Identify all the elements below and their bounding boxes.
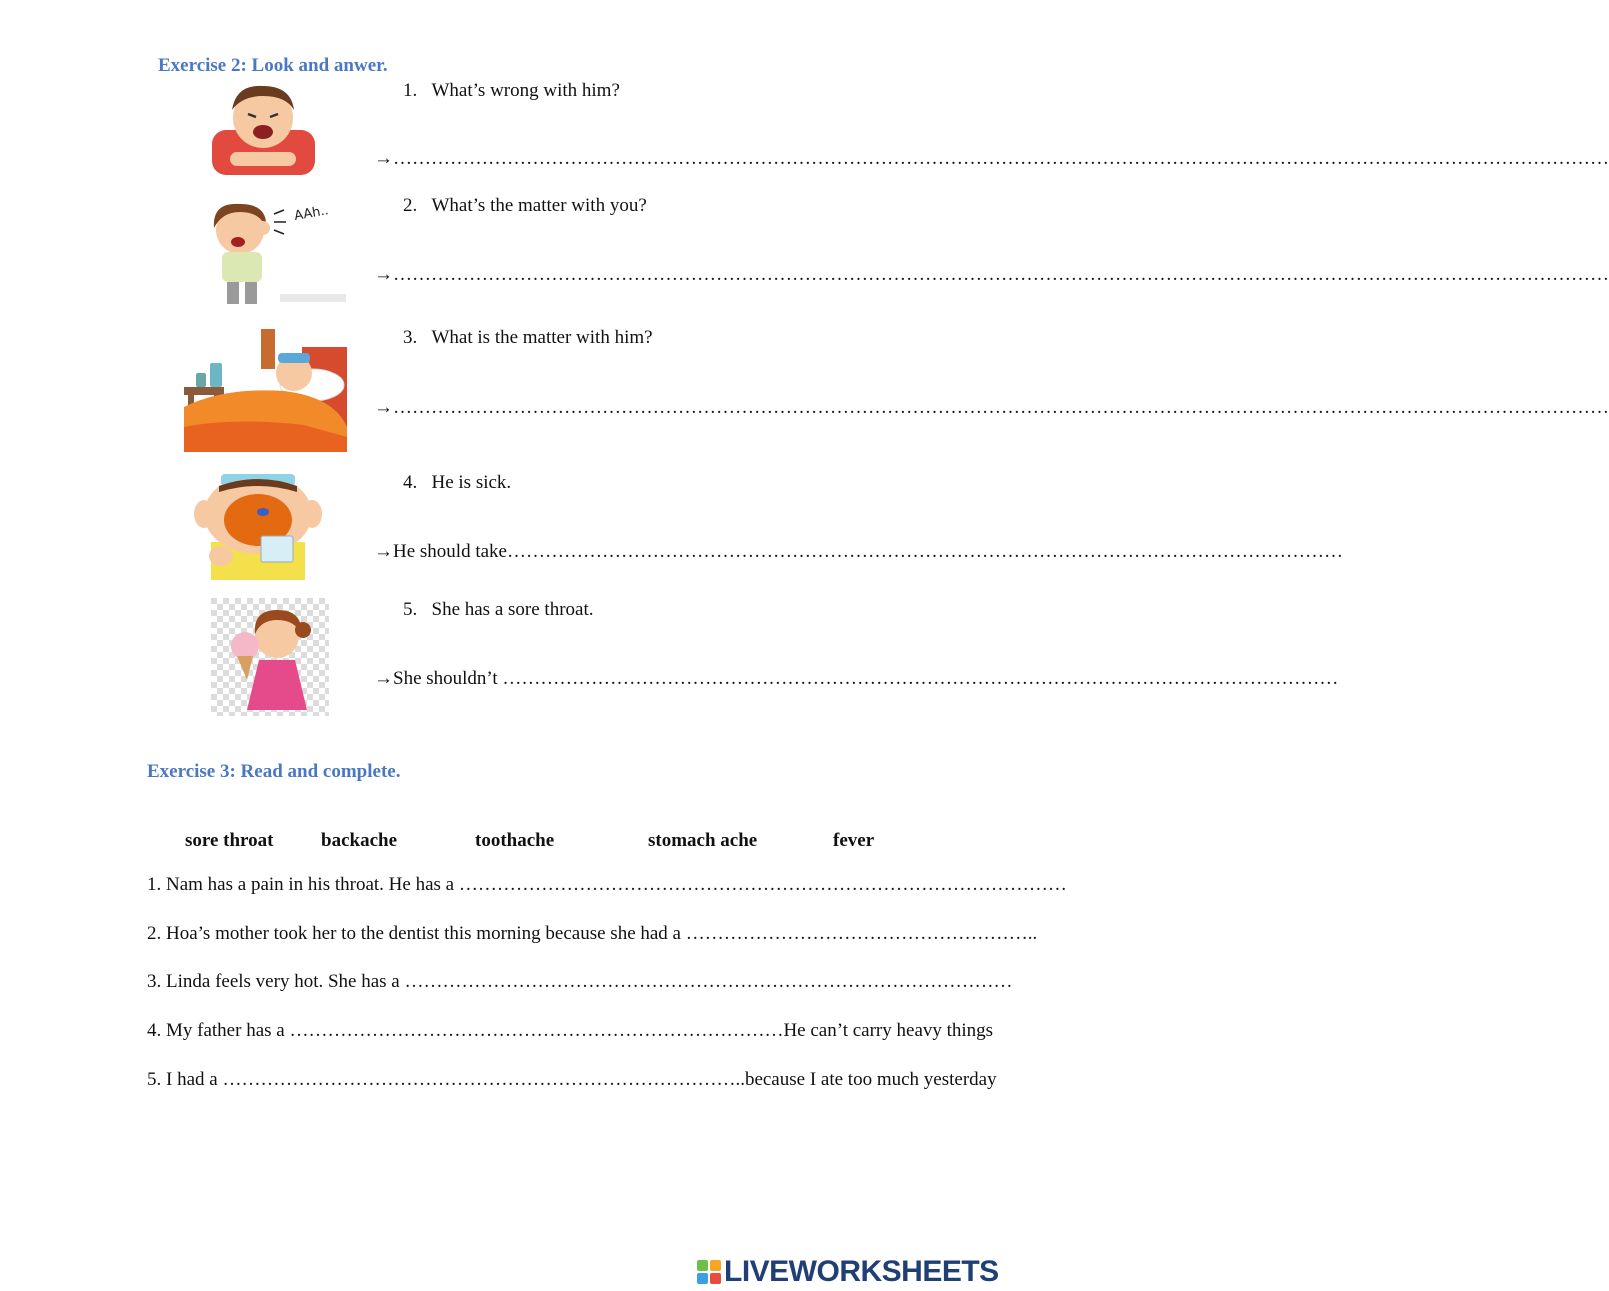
answer-1-text: …………………………………………………………………………………………………………………………………………………………………………: [393, 148, 1609, 169]
arrow-icon: →: [374, 397, 393, 418]
answer-line-2[interactable]: [374, 264, 1609, 286]
question-2-number: 2.: [403, 195, 418, 216]
question-3-number: 3.: [403, 327, 418, 348]
answer-5-text: She shouldn’t ……………………………………………………………………………………………………………………: [393, 668, 1339, 689]
arrow-icon: →: [374, 541, 393, 562]
exercise3-sentence-1[interactable]: 1. Nam has a pain in his throat. He has a ……………………………………………………………………………………: [147, 874, 1067, 895]
logo-block-e: [710, 1273, 721, 1284]
exercise2-title: Exercise 2: Look and anwer.: [158, 55, 388, 76]
answer-line-5[interactable]: [374, 668, 1338, 690]
question-1-number: 1.: [403, 80, 418, 101]
medicine-boy-picture: [191, 472, 325, 580]
question-2: [403, 195, 647, 217]
logo-blocks-icon: [697, 1260, 721, 1284]
word-bank-item-fever: fever: [833, 830, 875, 851]
question-1: [403, 80, 620, 102]
fever-boy-picture: [184, 327, 347, 452]
logo-text: LIVEWORKSHEETS: [724, 1255, 999, 1288]
answer-4-text: He should take……………………………………………………………………………………………………………………: [393, 541, 1343, 562]
arrow-icon: →: [374, 668, 393, 689]
icecream-girl-picture: [211, 598, 329, 716]
question-5-text: She has a sore throat.: [431, 599, 594, 620]
word-bank-item-stomach-ache: stomach ache: [648, 830, 758, 851]
question-5: [403, 599, 593, 621]
exercise3-title: Exercise 3: Read and complete.: [147, 761, 401, 782]
exercise3-sentence-5[interactable]: 5. I had a ………………………………………………………………………..because I ate too much yesterday: [147, 1069, 997, 1090]
exercise3-sentence-3[interactable]: 3. Linda feels very hot. She has a ……………………………………………………………………………………: [147, 971, 1013, 992]
answer-line-1[interactable]: [374, 148, 1609, 170]
question-3: [403, 327, 653, 349]
exercise3-sentence-4[interactable]: 4. My father has a ……………………………………………………………………He can’t carry heavy things: [147, 1020, 994, 1041]
word-bank-item-sore-throat: sore throat: [185, 830, 274, 851]
aah-caption: AAh..: [293, 203, 330, 224]
toothache-boy-picture: [200, 198, 348, 306]
logo-block-i: [710, 1260, 721, 1271]
question-4-number: 4.: [403, 472, 418, 493]
arrow-icon: →: [374, 148, 393, 169]
liveworksheets-logo: [697, 1255, 999, 1289]
word-bank-item-backache: backache: [321, 830, 397, 851]
stomachache-boy-picture: [196, 80, 331, 175]
answer-line-3[interactable]: [374, 397, 1609, 419]
answer-3-text: …………………………………………………………………………………………………………………………………………………………………………: [393, 397, 1609, 418]
arrow-icon: →: [374, 264, 393, 285]
question-4-text: He is sick.: [431, 472, 512, 493]
exercise3-sentence-2[interactable]: 2. Hoa’s mother took her to the dentist this morning because she had a ………………………………………………..: [147, 923, 1038, 944]
question-5-number: 5.: [403, 599, 418, 620]
answer-line-4[interactable]: [374, 541, 1343, 563]
logo-block-v: [697, 1273, 708, 1284]
answer-2-text: …………………………………………………………………………………………………………………………………………………………………………: [393, 264, 1609, 285]
question-1-text: What’s wrong with him?: [431, 80, 620, 101]
question-4: [403, 472, 511, 494]
word-bank-item-toothache: toothache: [475, 830, 555, 851]
question-2-text: What’s the matter with you?: [431, 195, 647, 216]
question-3-text: What is the matter with him?: [431, 327, 653, 348]
logo-block-l: [697, 1260, 708, 1271]
